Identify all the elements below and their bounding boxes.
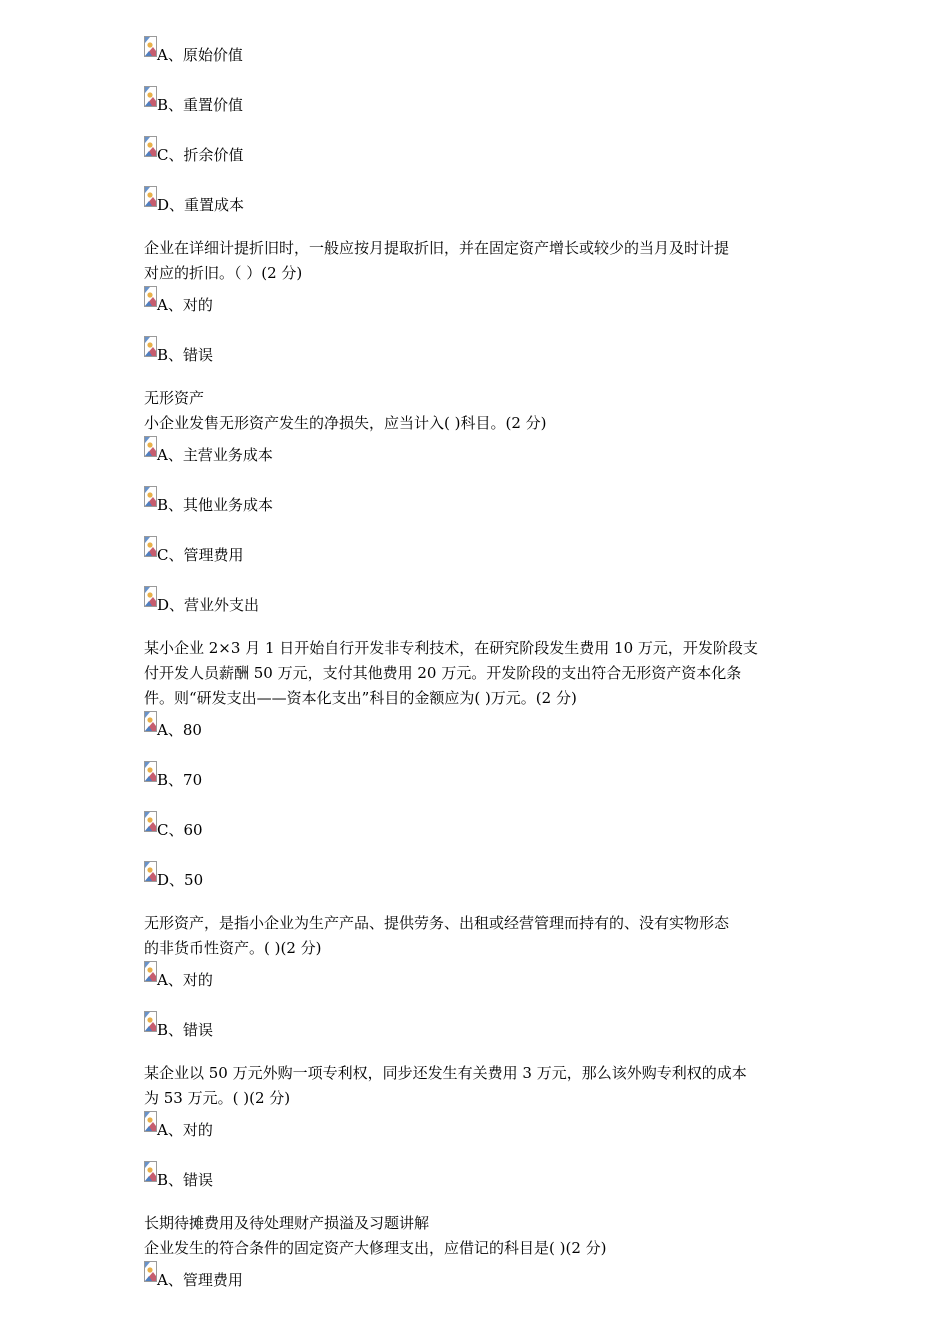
broken-image-icon bbox=[144, 1111, 158, 1133]
broken-image-icon bbox=[144, 86, 158, 108]
broken-image-icon bbox=[144, 436, 158, 458]
answer-option-label: A、对的 bbox=[157, 296, 213, 314]
answer-option[interactable] bbox=[144, 286, 814, 336]
question-line: 小企业发售无形资产发生的净损失，应当计入( )科目。(2 分) bbox=[144, 414, 547, 432]
question-text bbox=[144, 1061, 814, 1111]
answer-option[interactable] bbox=[144, 36, 814, 86]
question-line: 对应的折旧。（ ）(2 分) bbox=[144, 264, 303, 282]
answer-option-label: A、对的 bbox=[157, 1121, 213, 1139]
question-line: 无形资产，是指小企业为生产产品、提供劳务、出租或经营管理而持有的、没有实物形态 bbox=[144, 914, 730, 932]
question-line: 某小企业 2×3 月 1 日开始自行开发非专利技术，在研究阶段发生费用 10 万元，开发阶段支 bbox=[144, 639, 758, 657]
answer-option[interactable] bbox=[144, 861, 814, 911]
question-line: 为 53 万元。( )(2 分) bbox=[144, 1089, 291, 1107]
answer-option[interactable] bbox=[144, 1261, 814, 1311]
question-line: 件。则“研发支出——资本化支出”科目的金额应为( )万元。(2 分) bbox=[144, 689, 577, 707]
answer-option[interactable] bbox=[144, 711, 814, 761]
answer-option[interactable] bbox=[144, 761, 814, 811]
broken-image-icon bbox=[144, 586, 158, 608]
question-text bbox=[144, 911, 814, 961]
document-body bbox=[144, 36, 814, 1311]
answer-option[interactable] bbox=[144, 961, 814, 1011]
question-line: 企业在详细计提折旧时，一般应按月提取折旧，并在固定资产增长或较少的当月及时计提 bbox=[144, 239, 730, 257]
answer-option[interactable] bbox=[144, 86, 814, 136]
broken-image-icon bbox=[144, 761, 158, 783]
broken-image-icon bbox=[144, 286, 158, 308]
broken-image-icon bbox=[144, 336, 158, 358]
answer-option-label: B、错误 bbox=[157, 1021, 214, 1039]
answer-option[interactable] bbox=[144, 436, 814, 486]
answer-option-label: A、对的 bbox=[157, 971, 213, 989]
broken-image-icon bbox=[144, 136, 158, 158]
broken-image-icon bbox=[144, 36, 158, 58]
broken-image-icon bbox=[144, 711, 158, 733]
answer-option-label: A、主营业务成本 bbox=[157, 446, 273, 464]
answer-option[interactable] bbox=[144, 1011, 814, 1061]
broken-image-icon bbox=[144, 1161, 158, 1183]
question-line: 企业发生的符合条件的固定资产大修理支出，应借记的科目是( )(2 分) bbox=[144, 1239, 607, 1257]
answer-option[interactable] bbox=[144, 136, 814, 186]
question-text bbox=[144, 1236, 814, 1261]
answer-option-label: B、70 bbox=[157, 771, 203, 789]
answer-option[interactable] bbox=[144, 1161, 814, 1211]
answer-option[interactable] bbox=[144, 186, 814, 236]
answer-option[interactable] bbox=[144, 336, 814, 386]
answer-option[interactable] bbox=[144, 811, 814, 861]
answer-option-label: A、原始价值 bbox=[157, 46, 243, 64]
broken-image-icon bbox=[144, 861, 158, 883]
question-text bbox=[144, 236, 814, 286]
broken-image-icon bbox=[144, 186, 158, 208]
section-heading: 无形资产 bbox=[144, 389, 205, 407]
broken-image-icon bbox=[144, 536, 158, 558]
answer-option-label: B、其他业务成本 bbox=[157, 496, 274, 514]
answer-option[interactable] bbox=[144, 586, 814, 636]
question-line: 的非货币性资产。( )(2 分) bbox=[144, 939, 322, 957]
broken-image-icon bbox=[144, 1261, 158, 1283]
answer-option-label: A、管理费用 bbox=[157, 1271, 243, 1289]
answer-option-label: D、营业外支出 bbox=[157, 596, 260, 614]
answer-option[interactable] bbox=[144, 536, 814, 586]
question-line: 付开发人员薪酬 50 万元，支付其他费用 20 万元。开发阶段的支出符合无形资产资本化条 bbox=[144, 664, 742, 682]
question-line: 某企业以 50 万元外购一项专利权，同步还发生有关费用 3 万元，那么该外购专利权的成本 bbox=[144, 1064, 747, 1082]
broken-image-icon bbox=[144, 486, 158, 508]
answer-option-label: C、折余价值 bbox=[157, 146, 244, 164]
question-text bbox=[144, 411, 814, 436]
section-heading: 长期待摊费用及待处理财产损溢及习题讲解 bbox=[144, 1214, 430, 1232]
broken-image-icon bbox=[144, 1011, 158, 1033]
answer-option-label: A、80 bbox=[157, 721, 202, 739]
question-text bbox=[144, 636, 814, 711]
answer-option-label: B、错误 bbox=[157, 1171, 214, 1189]
answer-option-label: D、重置成本 bbox=[157, 196, 245, 214]
answer-option-label: C、60 bbox=[157, 821, 203, 839]
answer-option-label: B、错误 bbox=[157, 346, 214, 364]
broken-image-icon bbox=[144, 961, 158, 983]
broken-image-icon bbox=[144, 811, 158, 833]
answer-option-label: D、50 bbox=[157, 871, 204, 889]
answer-option-label: B、重置价值 bbox=[157, 96, 244, 114]
answer-option[interactable] bbox=[144, 486, 814, 536]
answer-option-label: C、管理费用 bbox=[157, 546, 244, 564]
answer-option[interactable] bbox=[144, 1111, 814, 1161]
